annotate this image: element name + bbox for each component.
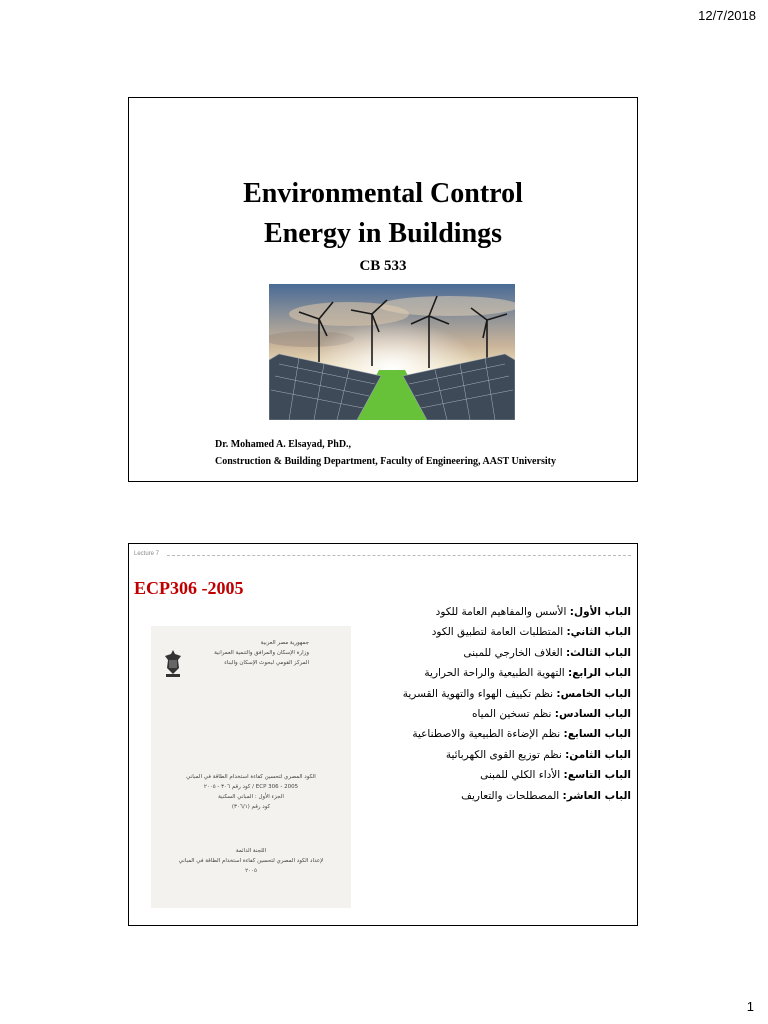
chapter-label: الباب الرابع: — [568, 667, 631, 680]
chapter-text: نظم تسخين المياه — [471, 707, 555, 720]
chapter-text: الغلاف الخارجي للمبنى — [463, 646, 566, 659]
cover-committee-3: ٢٠٠٥ — [245, 868, 257, 874]
author-name: Dr. Mohamed A. Elsayad, PhD., — [215, 439, 352, 450]
chapter-list — [381, 602, 631, 806]
lecture-label: Lecture 7 — [134, 551, 160, 557]
chapter-item — [381, 745, 631, 765]
chapter-item — [381, 622, 631, 642]
cover-code-1: الكود المصري لتحسين كفاءة استخدام الطاقة في المباني — [186, 774, 316, 780]
cover-header-3: المركز القومي لبحوث الإسكان والبناء — [224, 660, 309, 666]
author-affiliation: Construction & Building Department, Faculty of Engineering, AAST University — [215, 456, 556, 467]
wind-solar-photo — [269, 284, 515, 420]
chapter-label: الباب السادس: — [554, 707, 631, 720]
chapter-item — [381, 724, 631, 744]
chapter-item — [381, 765, 631, 785]
chapter-text: نظم تكييف الهواء والتهوية القسرية — [402, 687, 557, 700]
cover-code-3: الجزء الأول : المباني السكنية — [218, 794, 284, 800]
chapter-label: الباب السابع: — [563, 728, 631, 741]
cover-header-1: جمهورية مصر العربية — [260, 640, 309, 646]
chapter-text: نظم الإضاءة الطبيعية والاصطناعية — [412, 728, 564, 741]
chapter-text: المصطلحات والتعاريف — [461, 789, 563, 802]
chapter-item — [381, 602, 631, 622]
ecp-title: ECP306 -2005 — [134, 578, 244, 598]
wind-solar-illustration — [269, 284, 515, 420]
chapter-text: الأداء الكلي للمبنى — [480, 769, 564, 782]
chapter-label: الباب الخامس: — [556, 687, 631, 700]
chapter-text: الأسس والمفاهيم العامة للكود — [435, 606, 570, 618]
chapter-item — [381, 663, 631, 683]
title-line-1: Environmental Control — [243, 178, 523, 209]
chapter-label: الباب العاشر: — [562, 789, 631, 802]
title-line-2: Energy in Buildings — [263, 218, 503, 249]
chapter-label: الباب الثاني: — [566, 626, 631, 639]
chapter-text: التهوية الطبيعية والراحة الحرارية — [424, 667, 569, 680]
page-date: 12/7/2018 — [698, 8, 756, 23]
cover-code-2: كود رقم ٣٠٦ - ٢٠٠٥ / ECP 306 - 2005 — [203, 784, 299, 790]
slide-ecp306 — [128, 543, 638, 926]
slide-title — [128, 97, 638, 482]
chapter-item — [381, 684, 631, 704]
cover-committee-2: لإعداد الكود المصري لتحسين كفاءة استخدام الطاقة في المباني — [178, 858, 324, 864]
header-divider — [167, 555, 631, 556]
chapter-item — [381, 786, 631, 806]
egypt-eagle-icon — [163, 648, 183, 678]
chapter-label: الباب الأول: — [569, 606, 631, 618]
author-block — [215, 436, 556, 470]
chapter-label: الباب الثالث: — [565, 646, 631, 659]
chapter-text: المتطلبات العامة لتطبيق الكود — [431, 626, 567, 639]
cover-code-4: كود رقم (٣٠٦/١) — [231, 804, 271, 810]
chapter-item — [381, 704, 631, 724]
cover-header-2: وزارة الإسكان والمرافق والتنمية العمرانية — [214, 650, 309, 656]
chapter-label: الباب الثامن: — [565, 748, 631, 761]
code-cover-image — [151, 626, 351, 908]
chapter-text: نظم توزيع القوى الكهربائية — [445, 748, 566, 761]
cover-committee-1: اللجنة الدائمة — [235, 848, 267, 854]
chapter-item — [381, 643, 631, 663]
slide-title-heading — [129, 174, 637, 254]
course-code: CB 533 — [359, 258, 407, 274]
chapter-label: الباب التاسع: — [563, 769, 631, 782]
page-number: 1 — [746, 999, 754, 1014]
